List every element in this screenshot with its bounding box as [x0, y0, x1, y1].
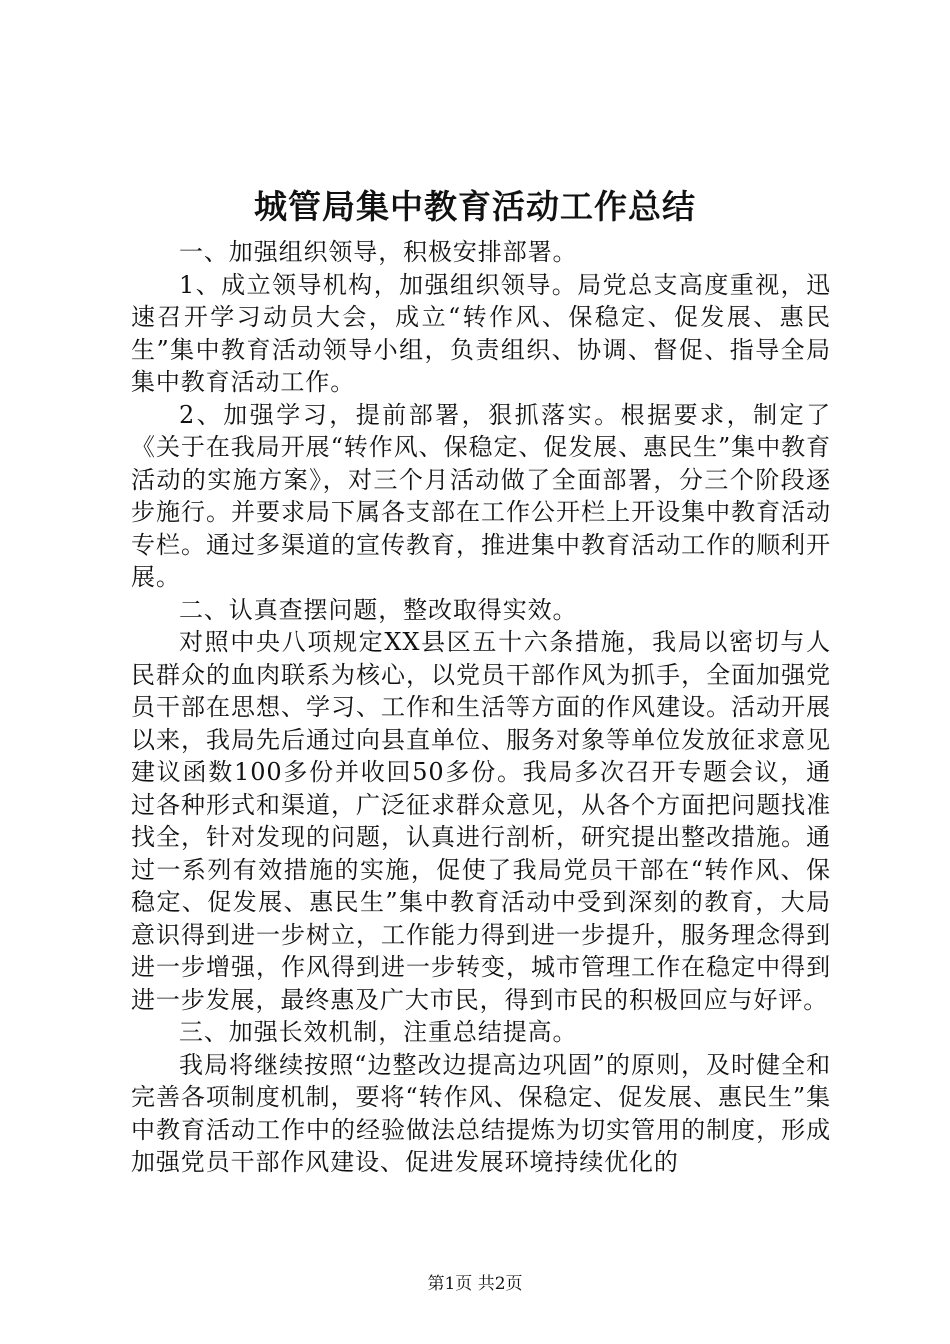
page-footer: 第1页 共2页 [427, 1274, 523, 1294]
document-body [131, 236, 831, 1179]
section-heading-1: 一、加强组织领导，积极安排部署。 [179, 238, 578, 266]
paragraph-2: 2、加强学习，提前部署，狠抓落实。根据要求，制定了《关于在我局开展“转作风、保稳定、促发展、惠民生”集中教育活动的实施方案》，对三个月活动做了全面部署，分三个阶段逐步施行。并要求局下属各支部在工作公开栏上开设集中教育活动专栏。通过多渠道的宣传教育，推进集中教育活动工作的顺利开展。 [131, 400, 831, 591]
section-heading-3: 三、加强长效机制，注重总结提高。 [179, 1018, 578, 1046]
section-heading-2: 二、认真查摆问题，整改取得实效。 [179, 595, 578, 624]
paragraph-3: 对照中央八项规定XX县区五十六条措施，我局以密切与人民群众的血肉联系为核心，以党员干部作风为抓手，全面加强党员干部在思想、学习、工作和生活等方面的作风建设。活动开展以来，我局先后通过向县直单位、服务对象等单位发放征求意见建议函数100多份并收回50多份。我局多次召开专题会议，通过各种形式和渠道，广泛征求群众意见，从各个方面把问题找准找全，针对发现的问题，认真进行剖析，研究提出整改措施。通过一系列有效措施的实施，促使了我局党员干部在“转作风、保稳定、促发展、惠民生”集中教育活动中受到深刻的教育，大局意识得到进一步树立，工作能力得到进一步提升，服务理念得到进一步增强，作风得到进一步转变，城市管理工作在稳定中得到进一步发展，最终惠及广大市民，得到市民的积极回应与好评。 [131, 628, 831, 1014]
paragraph-4: 我局将继续按照“边整改边提高边巩固”的原则，及时健全和完善各项制度机制，要将“转作风、保稳定、促发展、惠民生”集中教育活动工作中的经验做法总结提炼为切实管用的制度，形成加强党员干部作风建设、促进发展环境持续优化的 [131, 1050, 831, 1176]
document-title: 城管局集中教育活动工作总结 [254, 187, 696, 226]
paragraph-1: 1、成立领导机构，加强组织领导。局党总支高度重视，迅速召开学习动员大会，成立“转作风、保稳定、促发展、惠民生”集中教育活动领导小组，负责组织、协调、督促、指导全局集中教育活动工作。 [131, 270, 831, 396]
